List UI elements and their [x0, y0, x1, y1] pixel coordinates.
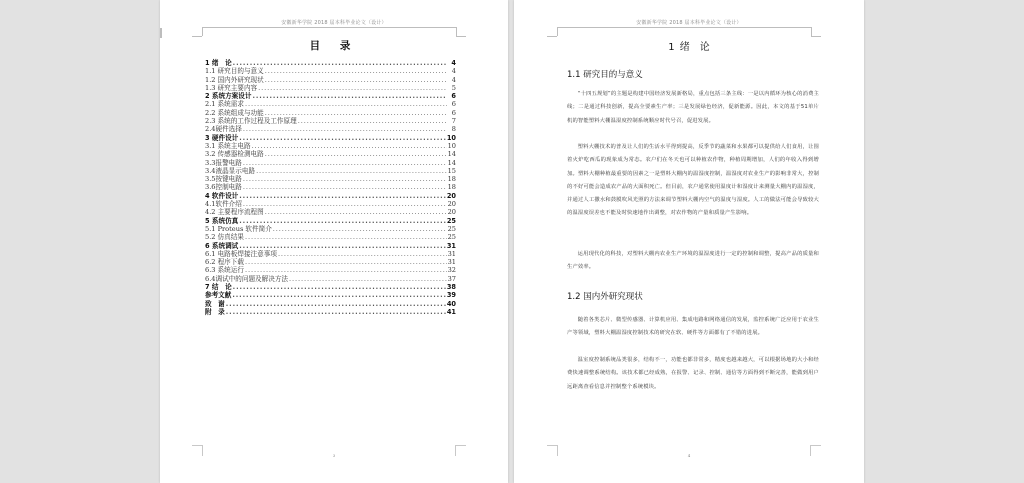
toc-entry-page: 7 — [451, 117, 456, 126]
header-rule-tick-left — [547, 36, 557, 37]
toc-entry-page: 25 — [447, 224, 456, 233]
toc-entry-page: 4 — [451, 59, 456, 67]
header-rule-left — [557, 27, 558, 36]
toc-entry-label: 4.2 主要程序流程图 — [205, 208, 264, 217]
section-heading-1-1: 1.1 研究目的与意义 — [567, 70, 643, 80]
document-page-chapter-1 — [514, 0, 864, 483]
toc-leader-dots — [265, 76, 447, 84]
toc-entry-label: 4 软件设计 — [205, 191, 239, 200]
toc-entry-page: 31 — [446, 241, 456, 250]
toc-entry-label: 3 硬件设计 — [205, 133, 239, 142]
paragraph: 运用现代化的科技，对塑料大棚内农业生产环境的温湿度进行一定的控制和调整，提高产品的质量和生产效率。 — [567, 251, 819, 271]
toc-entry[interactable] — [205, 159, 456, 167]
toc-entry-label: 2.3 系统的工作过程及工作原理 — [205, 117, 297, 126]
toc-entry[interactable] — [205, 76, 456, 84]
toc-entry-page: 10 — [447, 141, 456, 150]
toc-leader-dots — [273, 225, 447, 233]
toc-entry-page: 6 — [451, 92, 456, 101]
toc-leader-dots — [243, 175, 447, 183]
toc-entry[interactable] — [205, 217, 456, 225]
toc-leader-dots — [243, 125, 447, 133]
toc-entry-page: 25 — [447, 233, 456, 242]
toc-leader-dots — [243, 200, 447, 208]
toc-entry[interactable] — [205, 291, 456, 299]
toc-entry-page: 40 — [446, 299, 456, 308]
toc-entry[interactable] — [205, 250, 456, 258]
toc-leader-dots — [243, 183, 447, 191]
toc-leader-dots — [245, 266, 447, 274]
toc-entry-label: 2.2 系统组成与功能 — [205, 108, 264, 117]
toc-entry-page: 15 — [447, 166, 456, 175]
toc-entry[interactable] — [205, 233, 456, 241]
section-heading-1-2: 1.2 国内外研究现状 — [567, 292, 643, 302]
header-rule — [160, 28, 162, 38]
toc-entry-label: 4.1软件介绍 — [205, 200, 242, 209]
header-rule-tick-right — [456, 36, 466, 37]
toc-entry-label: 1.3 研究主要内容 — [205, 83, 258, 92]
toc-entry-page: 10 — [446, 133, 456, 142]
toc-entry-page: 4 — [451, 75, 456, 84]
toc-entry[interactable] — [205, 275, 456, 283]
toc-leader-dots — [245, 258, 447, 266]
toc-leader-dots — [226, 308, 446, 316]
toc-entry-page: 31 — [447, 249, 456, 258]
toc-entry-page: 38 — [446, 283, 456, 292]
toc-entry-label: 6.3 系统运行 — [205, 266, 244, 275]
toc-entry-page: 20 — [447, 208, 456, 217]
toc-leader-dots — [265, 67, 447, 75]
toc-entry[interactable] — [205, 208, 456, 216]
toc-leader-dots — [239, 242, 446, 250]
running-header: 安徽新华学院 2018 届本科毕业论文（设计） — [281, 20, 387, 26]
page-number: 3 — [332, 453, 336, 458]
paragraph: 随着各类芯片、微型传感器、计算机应用、集成电路和网络通信的发展，监控系统广泛应用于农业生产等领域，塑料大棚温湿度控制技术的研究在软、硬件等方面都有了不错的进展。 — [567, 317, 819, 337]
paragraph: 温室度控制系统品类很多，结构不一，功能也都非常多，精度也越来越大，可以根据场地的大小和经费快速调整系统结构。该技术都已经成熟，在报警、记录、控制、通信等方面得到不断完善，能做到用户远距离查看信息并控制整个系统模块。 — [567, 357, 819, 390]
toc-entry-page: 6 — [451, 100, 456, 109]
paragraph: “十四五规划”的主题是构建中国经济发展新格局，重点包括三条主线：一是以内循环为核心的消费主线；二是通过科技创新，提高全要素生产率；三是发展绿色经济，促新能源。因此，本文的基于51单片机的智能塑料大棚温湿度控制系统顺应时代号召，促进发展。 — [567, 91, 819, 124]
toc-leader-dots — [232, 291, 445, 299]
toc-leader-dots — [256, 167, 447, 175]
toc-entry[interactable] — [205, 266, 456, 274]
toc-entry-label: 3.4液晶显示电路 — [205, 166, 256, 175]
toc-entry-label: 2 系统方案设计 — [205, 92, 252, 101]
header-rule-left — [202, 27, 203, 36]
toc-entry-label: 7 结 论 — [205, 283, 232, 292]
toc-entry-label: 致 谢 — [205, 299, 225, 308]
toc-entry[interactable] — [205, 67, 456, 75]
toc-entry-page: 4 — [451, 67, 456, 76]
header-rule-right — [811, 27, 812, 36]
toc-entry-label: 6 系统调试 — [205, 241, 239, 250]
toc-leader-dots — [239, 192, 446, 200]
header-rule-line — [557, 27, 811, 28]
toc-entry-label: 3.3报警电路 — [205, 158, 242, 167]
toc-list — [205, 59, 456, 316]
toc-entry[interactable] — [205, 109, 456, 117]
toc-entry[interactable] — [205, 117, 456, 125]
toc-entry[interactable] — [205, 192, 456, 200]
header-rule-tick-right — [811, 36, 821, 37]
paragraph: 塑料大棚技术的普及让人们的生活水平得到提高，反季节的蔬菜和水果都可以提供给人们食用，让围着火炉吃西瓜的现象成为常态。农户们在冬天也可以种植农作物，种植周期增加，人们的年收入得到增加。塑料大棚种植最重要的因素之一是塑料大棚内的温湿度控制，温湿度对农业生产的影响非常大，控制的不好可能会造成农产品的大面积死亡。但目前，农户通常使用温度计和湿度计来测量大棚内的温湿度，并通过人工撒水和鼓膜吹风光照的方法来调节塑料大棚内空气的温度与湿度。人工的做法可能会导致较大的温湿度误差也不能及时快速地作出调整，对农作物的产量和质量产生影响。 — [567, 144, 819, 217]
toc-entry-label: 3.1 系统主电路 — [205, 141, 251, 150]
toc-leader-dots — [233, 283, 446, 291]
toc-entry[interactable] — [205, 308, 456, 316]
toc-entry-page: 20 — [446, 191, 456, 200]
toc-leader-dots — [265, 208, 447, 216]
toc-entry[interactable] — [205, 167, 456, 175]
toc-entry[interactable] — [205, 150, 456, 158]
toc-leader-dots — [289, 275, 447, 283]
toc-entry-page: 8 — [451, 125, 456, 134]
toc-entry[interactable] — [205, 100, 456, 108]
toc-leader-dots — [239, 217, 446, 225]
toc-entry-page: 14 — [447, 158, 456, 167]
toc-entry-page: 18 — [447, 175, 456, 184]
toc-entry-label: 2.1 系统需求 — [205, 100, 244, 109]
toc-leader-dots — [265, 150, 447, 158]
toc-leader-dots — [239, 134, 446, 142]
toc-entry[interactable] — [205, 175, 456, 183]
running-header: 安徽新华学院 2018 届本科毕业论文（设计） — [636, 20, 742, 26]
toc-leader-dots — [243, 159, 447, 167]
toc-leader-dots — [226, 300, 446, 308]
toc-entry-page: 14 — [447, 150, 456, 159]
toc-entry-page: 20 — [447, 200, 456, 209]
toc-entry[interactable] — [205, 84, 456, 92]
toc-entry[interactable] — [205, 134, 456, 142]
toc-leader-dots — [245, 233, 447, 241]
toc-entry-label: 3.2 传感器检测电路 — [205, 150, 264, 159]
toc-leader-dots — [258, 84, 447, 92]
header-rule-line — [202, 27, 456, 28]
toc-entry-label: 1.2 国内外研究现状 — [205, 75, 264, 84]
toc-entry-page: 25 — [446, 216, 456, 225]
toc-entry[interactable] — [205, 225, 456, 233]
toc-entry-page: 32 — [447, 266, 456, 275]
toc-entry-label: 3.6控制电路 — [205, 183, 242, 192]
toc-entry-label: 5.1 Proteus 软件简介 — [205, 224, 272, 233]
toc-entry-label: 1.1 研究目的与意义 — [205, 67, 264, 76]
toc-entry-label: 附 录 — [205, 307, 225, 316]
toc-leader-dots — [265, 109, 447, 117]
toc-entry-page: 31 — [447, 258, 456, 267]
chapter-title: 1 绪 论 — [668, 42, 710, 53]
toc-leader-dots — [233, 59, 447, 67]
toc-entry[interactable] — [205, 242, 456, 250]
toc-entry-label: 6.1 电路板焊接注意事项 — [205, 249, 277, 258]
toc-entry-label: 1 绪 论 — [205, 59, 232, 67]
toc-entry-label: 6.2 程序下载 — [205, 258, 244, 267]
toc-entry-label: 参考文献 — [205, 291, 232, 300]
toc-entry-page: 5 — [451, 83, 456, 92]
toc-title: 目 录 — [309, 40, 359, 52]
toc-leader-dots — [245, 100, 447, 108]
toc-entry-page: 39 — [446, 291, 456, 300]
page-number: 4 — [687, 453, 691, 458]
toc-leader-dots — [278, 250, 447, 258]
toc-entry-page: 6 — [451, 108, 456, 117]
toc-entry-page: 41 — [446, 307, 456, 316]
toc-entry[interactable] — [205, 183, 456, 191]
toc-entry-label: 5 系统仿真 — [205, 216, 239, 225]
header-rule-right — [456, 27, 457, 36]
toc-leader-dots — [252, 142, 447, 150]
header-rule-tick-left — [192, 36, 202, 37]
toc-entry-label: 2.4硬件选择 — [205, 125, 242, 134]
document-page-toc — [160, 0, 508, 483]
toc-entry-label: 5.2 仿真结果 — [205, 233, 244, 242]
toc-leader-dots — [252, 92, 447, 100]
toc-entry[interactable] — [205, 300, 456, 308]
toc-entry-label: 6.4调试中的问题及解决方法 — [205, 274, 289, 283]
toc-entry[interactable] — [205, 283, 456, 291]
toc-leader-dots — [298, 117, 447, 125]
toc-entry-page: 37 — [447, 274, 456, 283]
toc-entry-page: 18 — [447, 183, 456, 192]
toc-entry-label: 3.5按键电路 — [205, 175, 242, 184]
toc-entry[interactable] — [205, 125, 456, 133]
